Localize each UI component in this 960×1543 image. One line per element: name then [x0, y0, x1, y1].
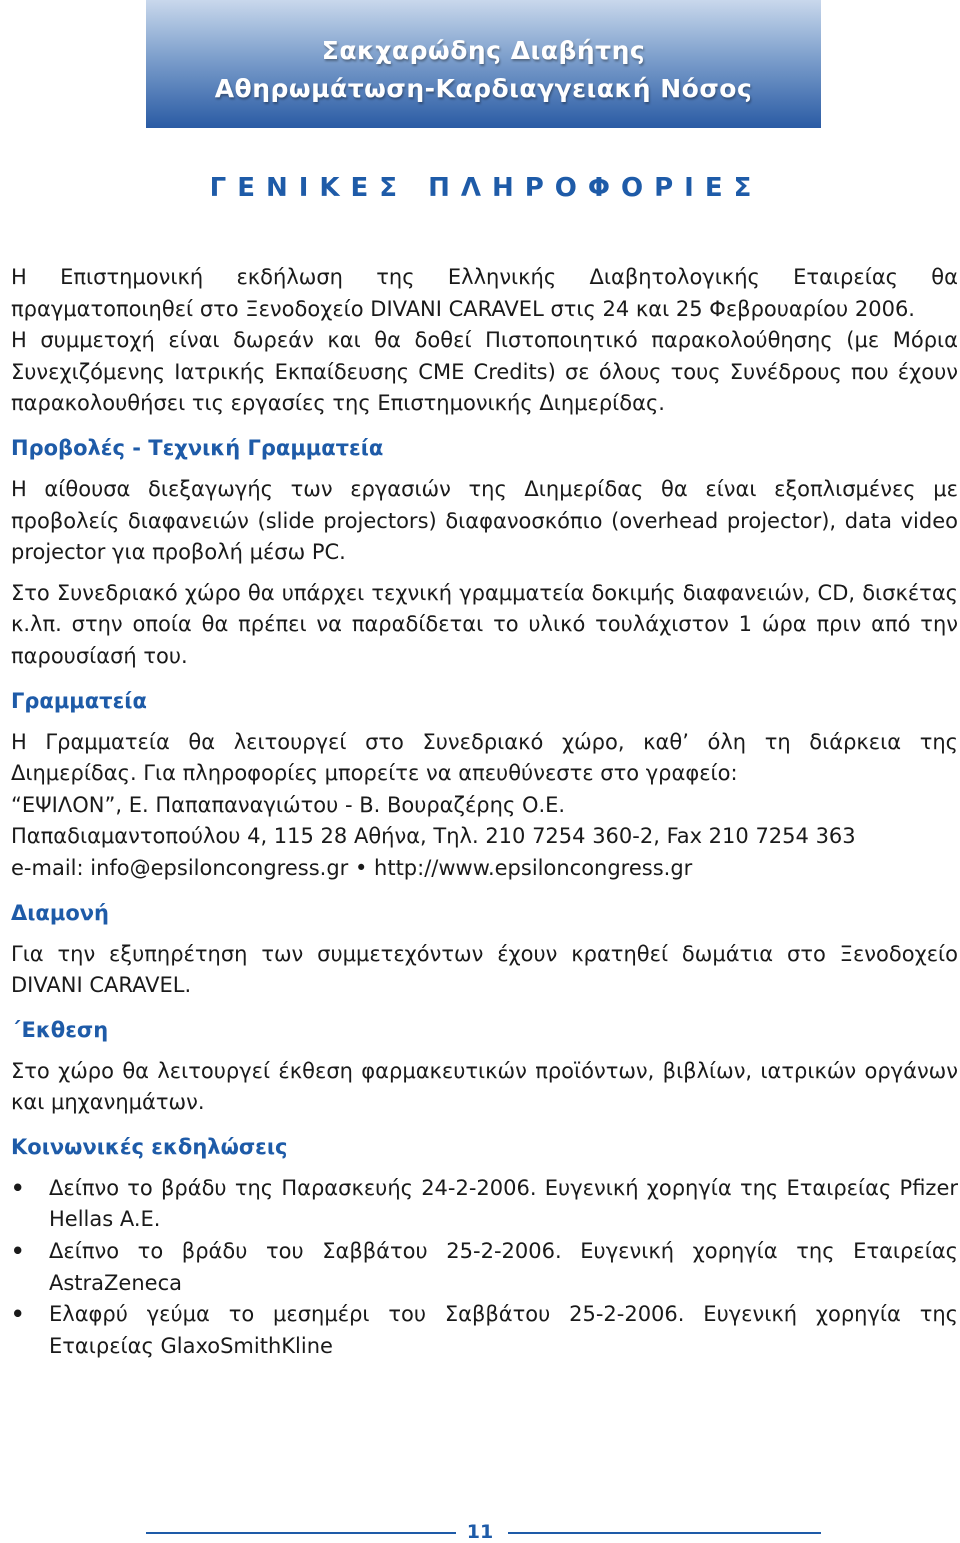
bullet-icon: •: [11, 1302, 25, 1327]
secretariat-company: “ΕΨΙΛΟΝ”, Ε. Παπαπαναγιώτου - Β. Βουραζέρης Ο.Ε.: [11, 792, 566, 817]
banner-title-line1: Σακχαρώδης Διαβήτης: [321, 36, 646, 65]
page-heading: ΓΕΝΙΚΕΣ ΠΛΗΡΟΦΟΡΙΕΣ: [209, 173, 763, 203]
title-banner: [146, 0, 821, 128]
section-title-secretariat: Γραμματεία: [11, 688, 147, 713]
intro-paragraph-2: Η συμμετοχή είναι δωρεάν και θα δοθεί Πιστοποιητικό παρακολούθησης (με Μόρια Συνεχιζόμενης Ιατρικής Εκπαίδευσης CME Credits) σε όλους τους Συνέδρους που έχουν παρακολουθήσει τις εργασίες της Επιστημονικής Διημερίδας.: [11, 328, 958, 416]
section-title-accommodation: Διαμονή: [11, 900, 109, 925]
section-title-projections: Προβολές - Τεχνική Γραμματεία: [11, 435, 384, 460]
projections-paragraph-2: Στο Συνεδριακό χώρο θα υπάρχει τεχνική γραμματεία δοκιμής διαφανειών, CD, δισκέτας κ.λπ. στην οποία θα πρέπει να παραδίδεται το υλικό τουλάχιστον 1 ώρα πριν από την παρουσίασή του.: [11, 580, 958, 668]
secretariat-email: e-mail: info@epsiloncongress.gr • http://www.epsiloncongress.gr: [11, 855, 693, 880]
document-body: [11, 262, 958, 1362]
list-item: [11, 1236, 958, 1299]
social-event-text: Ελαφρύ γεύμα το μεσημέρι του Σαββάτου 25-2-2006. Ευγενική χορηγία της Εταιρείας GlaxoSmithKline: [49, 1302, 958, 1358]
banner-title-line2: Αθηρωμάτωση-Καρδιαγγειακή Νόσος: [214, 74, 753, 103]
page-number: 11: [466, 1521, 494, 1543]
social-events-list: [11, 1173, 958, 1363]
bullet-icon: •: [11, 1175, 25, 1200]
section-title-social: Κοινωνικές εκδηλώσεις: [11, 1134, 288, 1159]
projections-paragraph-1: Η αίθουσα διεξαγωγής των εργασιών της Διημερίδας θα είναι εξοπλισμένες με προβολείς διαφανειών (slide projectors) διαφανοσκόπιο (overhead projector), data video projector για προβολή μέσω PC.: [11, 476, 958, 565]
bullet-icon: •: [11, 1239, 25, 1264]
exhibition-paragraph: Στο χώρο θα λειτουργεί έκθεση φαρμακευτικών προϊόντων, βιβλίων, ιατρικών οργάνων και μηχανημάτων.: [11, 1058, 958, 1115]
intro-paragraph-1: Η Επιστημονική εκδήλωση της Ελληνικής Διαβητολογικής Εταιρείας θα πραγματοποιηθεί στο Ξενοδοχείο DIVANI CARAVEL στις 24 και 25 Φεβρουαρίου 2006.: [11, 265, 958, 321]
list-item: [11, 1299, 958, 1362]
social-event-text: Δείπνο το βράδυ της Παρασκευής 24-2-2006. Ευγενική χορηγία της Εταιρείας Pfizer Hellas A.E.: [49, 1175, 958, 1232]
list-item: [11, 1173, 958, 1236]
secretariat-address: Παπαδιαμαντοπούλου 4, 115 28 Αθήνα, Τηλ. 210 7254 360-2, Fax 210 7254 363: [11, 824, 856, 849]
accommodation-paragraph: Για την εξυπηρέτηση των συμμετεχόντων έχουν κρατηθεί δωμάτια στο Ξενοδοχείο DIVANI CARAVEL.: [11, 941, 958, 998]
section-title-exhibition: ´Εκθεση: [11, 1017, 109, 1042]
social-event-text: Δείπνο το βράδυ του Σαββάτου 25-2-2006. Ευγενική χορηγία της Εταιρείας AstraZeneca: [49, 1239, 958, 1295]
secretariat-paragraph: Η Γραμματεία θα λειτουργεί στο Συνεδριακό χώρο, καθ’ όλη τη διάρκεια της Διημερίδας. Για πληροφορίες μπορείτε να απευθύνεστε στο γραφείο:: [11, 729, 958, 786]
